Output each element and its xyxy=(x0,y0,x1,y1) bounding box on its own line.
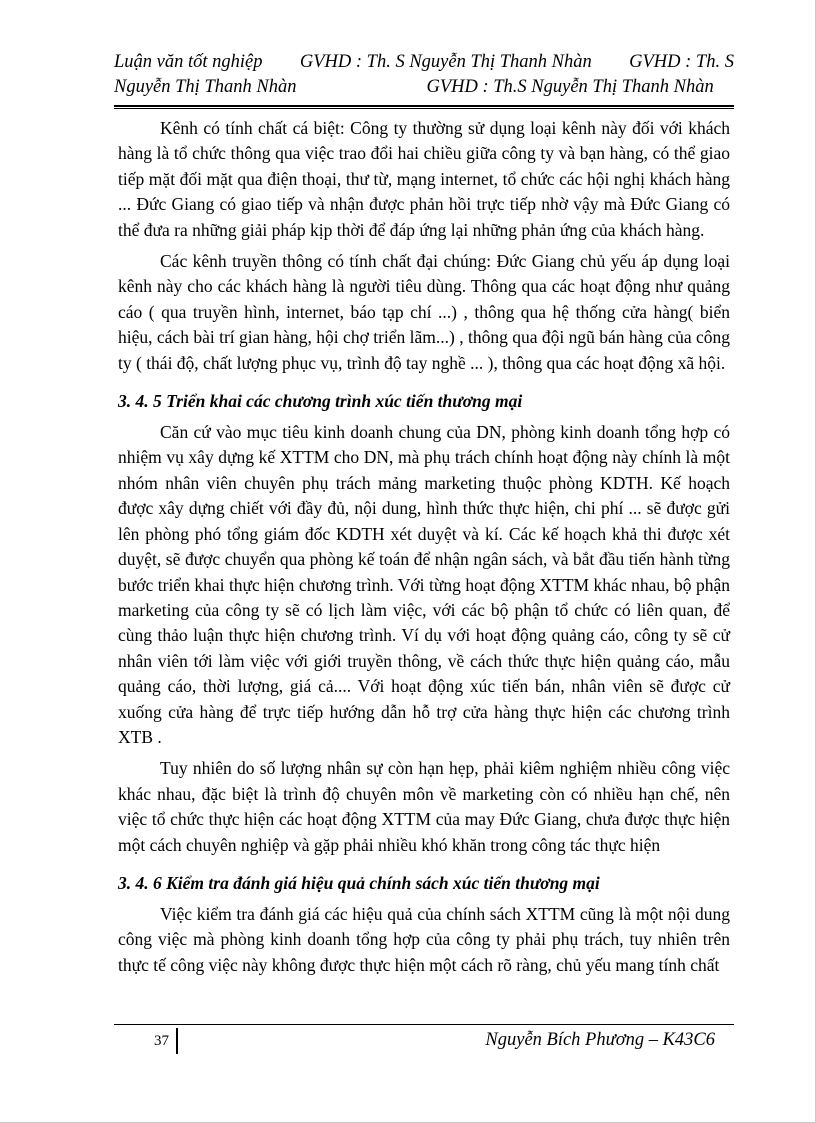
paragraph: Tuy nhiên do số lượng nhân sự còn hạn hẹp, phải kiêm nghiệm nhiều công việc khác nhau, đặc biệt là trình độ chuyên môn về marketing còn có nhiều hạn chế, nên việc tổ chức thực hiện các hoạt động XTTM của may Đức Giang, chưa được thực hiện một cách chuyên nghiệp và gặp phải nhiều khó khăn trong công tác thực hiện xyxy=(118,758,730,855)
header-thesis-label: Luận văn tốt nghiệp xyxy=(114,52,263,72)
paragraph: Việc kiểm tra đánh giá các hiệu quả của chính sách XTTM cũng là một nội dung công việc mà phòng kinh doanh tổng hợp của công ty phải phụ trách, tuy nhiên trên thực tế công việc này không được thực hiện một cách rõ ràng, chủ yếu mang tính chất xyxy=(118,903,730,975)
paragraph: Căn cứ vào mục tiêu kinh doanh chung của DN, phòng kinh doanh tổng hợp có nhiệm vụ xây dựng kế XTTM cho DN, mà phụ trách chính hoạt động này chính là một nhóm nhân viên chuyên phụ trách mảng marketing thuộc phòng KDTH. Kế hoạch được xây dựng chiết với đầy đủ, nội dung, hình thức thực hiện, chi phí ... sẽ được gửi lên phòng phó tổng giám đốc KDTH xét duyệt và kí. Các kế hoạch khả thi được xét duyệt, sẽ được chuyển qua phòng kế toán để nhận ngân sách, và bắt đầu tiến hành từng bước triển khai thực hiện chương trình. Với từng hoạt động XTTM khác nhau, bộ phận marketing của công ty sẽ có lịch làm việc, với các bộ phận tổ chức có liên quan, để cùng thảo luận thực hiện chương trình. Ví dụ với hoạt động quảng cáo, công ty sẽ cử nhân viên tới làm việc với giới truyền thông, về cách thức thực hiện quảng cáo, mẫu quảng cáo, thời lượng, giá cả.... Với hoạt động xúc tiến bán, nhân viên sẽ được cử xuống cửa hàng để trực tiếp hướng dẫn hỗ trợ cửa hàng thực hiện các chương trình XTB . xyxy=(118,422,730,747)
footer-author: Nguyễn Bích Phương – K43C6 xyxy=(485,1030,715,1050)
header-supervisor-2-end: Nguyễn Thị Thanh Nhàn xyxy=(114,77,297,97)
header-line-2 xyxy=(114,75,734,100)
header-supervisor-3: GVHD : Th.S Nguyễn Thị Thanh Nhàn xyxy=(426,77,714,97)
header-supervisor-2-start: GVHD : Th. S xyxy=(629,52,734,72)
paragraph: Các kênh truyền thông có tính chất đại chúng: Đức Giang chủ yếu áp dụng loại kênh này cho các khách hàng là người tiêu dùng. Thông qua các hoạt động như quảng cáo ( qua truyền hình, internet, báo tạp chí ...) , thông qua hệ thống cửa hàng( biển hiệu, cách bài trí gian hàng, hội chợ triển lãm...) , thông qua đội ngũ bán hàng của công ty ( thái độ, chất lượng phục vụ, trình độ tay nghề ... ), thông qua các hoạt động xã hội. xyxy=(118,251,730,373)
header-supervisor-1: GVHD : Th. S Nguyễn Thị Thanh Nhàn xyxy=(299,52,592,72)
footer-divider xyxy=(114,1024,734,1025)
section-heading: 3. 4. 6 Kiểm tra đánh giá hiệu quả chính sách xúc tiến thương mại xyxy=(118,872,600,893)
header-divider xyxy=(114,105,734,109)
page-header xyxy=(114,50,734,100)
paragraph: Kênh có tính chất cá biệt: Công ty thường sử dụng loại kênh này đối với khách hàng là tổ chức thông qua việc trao đổi hai chiều giữa công ty và bạn hàng, có thể giao tiếp mặt đối mặt qua điện thoại, thư từ, mạng internet, tổ chức các hội nghị khách hàng ... Đức Giang có giao tiếp và nhận được phản hồi trực tiếp nhờ vậy mà Đức Giang có thể đưa ra những giải pháp kịp thời để đáp ứng lại những phản ứng của khách hàng. xyxy=(118,118,730,240)
section-heading: 3. 4. 5 Triển khai các chương trình xúc tiến thương mại xyxy=(118,391,523,412)
page-number: 37 xyxy=(138,1028,178,1054)
header-line-1 xyxy=(114,50,734,75)
page-body xyxy=(118,116,730,984)
